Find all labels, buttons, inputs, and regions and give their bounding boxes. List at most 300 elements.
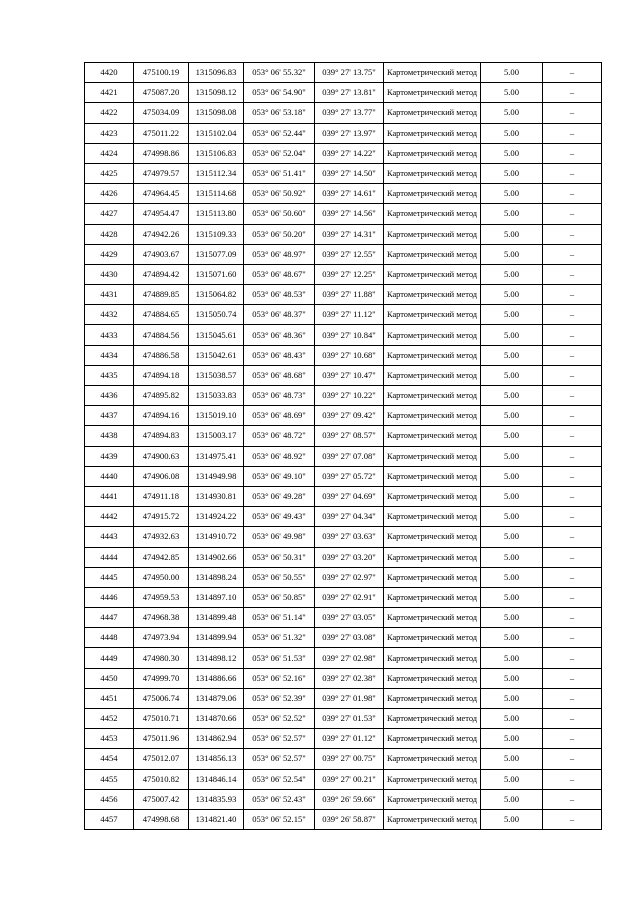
table-row	[85, 365, 602, 385]
cell-coord-x: 474889.85	[134, 285, 189, 305]
cell-latitude: 053° 06' 50.20"	[244, 224, 315, 244]
cell-note: –	[543, 325, 602, 345]
cell-point-number: 4441	[85, 486, 134, 506]
cell-point-number: 4431	[85, 285, 134, 305]
cell-method: Картометрический метод	[384, 204, 481, 224]
cell-note: –	[543, 63, 602, 83]
cell-point-number: 4420	[85, 63, 134, 83]
table-row	[85, 587, 602, 607]
cell-method: Картометрический метод	[384, 163, 481, 183]
cell-latitude: 053° 06' 53.18"	[244, 103, 315, 123]
cell-latitude: 053° 06' 52.52"	[244, 709, 315, 729]
cell-note: –	[543, 769, 602, 789]
cell-point-number: 4436	[85, 386, 134, 406]
cell-method: Картометрический метод	[384, 466, 481, 486]
table-row	[85, 446, 602, 466]
cell-latitude: 053° 06' 50.92"	[244, 184, 315, 204]
cell-latitude: 053° 06' 50.85"	[244, 587, 315, 607]
cell-note: –	[543, 547, 602, 567]
cell-point-number: 4437	[85, 406, 134, 426]
cell-note: –	[543, 446, 602, 466]
table-row	[85, 567, 602, 587]
cell-note: –	[543, 668, 602, 688]
table-row	[85, 345, 602, 365]
cell-method: Картометрический метод	[384, 365, 481, 385]
cell-accuracy: 5.00	[481, 688, 543, 708]
cell-point-number: 4438	[85, 426, 134, 446]
cell-latitude: 053° 06' 54.90"	[244, 83, 315, 103]
cell-point-number: 4425	[85, 163, 134, 183]
cell-coord-y: 1314835.93	[189, 789, 244, 809]
cell-latitude: 053° 06' 49.43"	[244, 507, 315, 527]
table-row	[85, 729, 602, 749]
cell-coord-y: 1315050.74	[189, 305, 244, 325]
cell-accuracy: 5.00	[481, 244, 543, 264]
table-row	[85, 244, 602, 264]
cell-latitude: 053° 06' 52.39"	[244, 688, 315, 708]
cell-longitude: 039° 27' 11.12"	[315, 305, 384, 325]
cell-accuracy: 5.00	[481, 426, 543, 446]
cell-latitude: 053° 06' 49.28"	[244, 486, 315, 506]
cell-coord-y: 1315102.04	[189, 123, 244, 143]
cell-coord-x: 474942.85	[134, 547, 189, 567]
cell-longitude: 039° 27' 10.84"	[315, 325, 384, 345]
cell-note: –	[543, 507, 602, 527]
cell-point-number: 4433	[85, 325, 134, 345]
cell-note: –	[543, 608, 602, 628]
cell-coord-x: 474999.70	[134, 668, 189, 688]
cell-note: –	[543, 426, 602, 446]
cell-coord-y: 1314886.66	[189, 668, 244, 688]
cell-coord-y: 1314821.40	[189, 809, 244, 829]
cell-note: –	[543, 628, 602, 648]
cell-accuracy: 5.00	[481, 628, 543, 648]
cell-coord-y: 1315045.61	[189, 325, 244, 345]
cell-accuracy: 5.00	[481, 143, 543, 163]
cell-coord-y: 1315077.09	[189, 244, 244, 264]
cell-point-number: 4427	[85, 204, 134, 224]
cell-point-number: 4456	[85, 789, 134, 809]
cell-coord-x: 475011.96	[134, 729, 189, 749]
cell-accuracy: 5.00	[481, 527, 543, 547]
cell-longitude: 039° 27' 13.81"	[315, 83, 384, 103]
cell-coord-y: 1315098.08	[189, 103, 244, 123]
cell-point-number: 4428	[85, 224, 134, 244]
cell-coord-y: 1315064.82	[189, 285, 244, 305]
cell-longitude: 039° 27' 02.38"	[315, 668, 384, 688]
cell-method: Картометрический метод	[384, 628, 481, 648]
cell-method: Картометрический метод	[384, 507, 481, 527]
cell-point-number: 4444	[85, 547, 134, 567]
cell-longitude: 039° 27' 01.53"	[315, 709, 384, 729]
table-row	[85, 426, 602, 446]
cell-latitude: 053° 06' 50.31"	[244, 547, 315, 567]
cell-note: –	[543, 184, 602, 204]
cell-point-number: 4430	[85, 264, 134, 284]
cell-longitude: 039° 26' 58.87"	[315, 809, 384, 829]
table-body	[85, 63, 602, 830]
cell-accuracy: 5.00	[481, 486, 543, 506]
cell-accuracy: 5.00	[481, 83, 543, 103]
cell-accuracy: 5.00	[481, 204, 543, 224]
cell-coord-y: 1314899.48	[189, 608, 244, 628]
cell-accuracy: 5.00	[481, 224, 543, 244]
cell-latitude: 053° 06' 48.97"	[244, 244, 315, 264]
cell-method: Картометрический метод	[384, 325, 481, 345]
cell-coord-y: 1315033.83	[189, 386, 244, 406]
cell-note: –	[543, 789, 602, 809]
cell-latitude: 053° 06' 52.16"	[244, 668, 315, 688]
cell-point-number: 4421	[85, 83, 134, 103]
cell-accuracy: 5.00	[481, 648, 543, 668]
cell-accuracy: 5.00	[481, 668, 543, 688]
cell-method: Картометрический метод	[384, 446, 481, 466]
cell-note: –	[543, 466, 602, 486]
table-row	[85, 163, 602, 183]
cell-accuracy: 5.00	[481, 608, 543, 628]
cell-method: Картометрический метод	[384, 608, 481, 628]
cell-longitude: 039° 27' 03.20"	[315, 547, 384, 567]
cell-coord-x: 474968.38	[134, 608, 189, 628]
cell-latitude: 053° 06' 48.72"	[244, 426, 315, 446]
cell-point-number: 4446	[85, 587, 134, 607]
cell-coord-x: 475034.09	[134, 103, 189, 123]
cell-note: –	[543, 345, 602, 365]
table-row	[85, 305, 602, 325]
cell-point-number: 4439	[85, 446, 134, 466]
cell-accuracy: 5.00	[481, 386, 543, 406]
cell-latitude: 053° 06' 48.43"	[244, 345, 315, 365]
cell-latitude: 053° 06' 48.68"	[244, 365, 315, 385]
cell-coord-y: 1315071.60	[189, 264, 244, 284]
cell-method: Картометрический метод	[384, 486, 481, 506]
cell-coord-y: 1315042.61	[189, 345, 244, 365]
cell-longitude: 039° 27' 14.50"	[315, 163, 384, 183]
cell-coord-x: 474911.18	[134, 486, 189, 506]
cell-coord-x: 474980.30	[134, 648, 189, 668]
cell-method: Картометрический метод	[384, 63, 481, 83]
cell-note: –	[543, 567, 602, 587]
cell-coord-x: 475011.22	[134, 123, 189, 143]
cell-coord-x: 474884.56	[134, 325, 189, 345]
cell-latitude: 053° 06' 48.92"	[244, 446, 315, 466]
cell-accuracy: 5.00	[481, 709, 543, 729]
cell-coord-x: 474973.94	[134, 628, 189, 648]
cell-accuracy: 5.00	[481, 184, 543, 204]
cell-coord-y: 1315112.34	[189, 163, 244, 183]
cell-method: Картометрический метод	[384, 547, 481, 567]
cell-note: –	[543, 406, 602, 426]
cell-latitude: 053° 06' 48.73"	[244, 386, 315, 406]
cell-longitude: 039° 27' 03.08"	[315, 628, 384, 648]
cell-accuracy: 5.00	[481, 285, 543, 305]
table-row	[85, 486, 602, 506]
cell-coord-y: 1314870.66	[189, 709, 244, 729]
cell-latitude: 053° 06' 51.32"	[244, 628, 315, 648]
cell-method: Картометрический метод	[384, 244, 481, 264]
cell-coord-x: 475012.07	[134, 749, 189, 769]
cell-note: –	[543, 749, 602, 769]
cell-latitude: 053° 06' 55.32"	[244, 63, 315, 83]
cell-coord-y: 1315106.83	[189, 143, 244, 163]
cell-longitude: 039° 27' 00.75"	[315, 749, 384, 769]
cell-longitude: 039° 27' 12.55"	[315, 244, 384, 264]
cell-note: –	[543, 264, 602, 284]
cell-coord-y: 1314898.12	[189, 648, 244, 668]
cell-note: –	[543, 486, 602, 506]
cell-latitude: 053° 06' 51.14"	[244, 608, 315, 628]
cell-longitude: 039° 27' 02.97"	[315, 567, 384, 587]
cell-coord-x: 474998.68	[134, 809, 189, 829]
cell-accuracy: 5.00	[481, 466, 543, 486]
table-row	[85, 507, 602, 527]
cell-accuracy: 5.00	[481, 123, 543, 143]
cell-method: Картометрический метод	[384, 809, 481, 829]
cell-longitude: 039° 27' 13.97"	[315, 123, 384, 143]
cell-latitude: 053° 06' 49.10"	[244, 466, 315, 486]
cell-point-number: 4442	[85, 507, 134, 527]
cell-latitude: 053° 06' 48.69"	[244, 406, 315, 426]
cell-accuracy: 5.00	[481, 749, 543, 769]
cell-accuracy: 5.00	[481, 587, 543, 607]
cell-note: –	[543, 688, 602, 708]
cell-accuracy: 5.00	[481, 325, 543, 345]
cell-accuracy: 5.00	[481, 446, 543, 466]
coordinates-table	[84, 62, 602, 830]
cell-note: –	[543, 224, 602, 244]
cell-method: Картометрический метод	[384, 345, 481, 365]
cell-longitude: 039° 27' 09.42"	[315, 406, 384, 426]
cell-point-number: 4450	[85, 668, 134, 688]
table-row	[85, 325, 602, 345]
cell-method: Картометрический метод	[384, 709, 481, 729]
cell-longitude: 039° 27' 14.61"	[315, 184, 384, 204]
cell-method: Картометрический метод	[384, 143, 481, 163]
cell-method: Картометрический метод	[384, 769, 481, 789]
cell-longitude: 039° 27' 07.08"	[315, 446, 384, 466]
table-row	[85, 809, 602, 829]
cell-coord-x: 474942.26	[134, 224, 189, 244]
cell-latitude: 053° 06' 52.54"	[244, 769, 315, 789]
cell-accuracy: 5.00	[481, 63, 543, 83]
cell-coord-y: 1315114.68	[189, 184, 244, 204]
cell-coord-x: 474903.67	[134, 244, 189, 264]
cell-point-number: 4449	[85, 648, 134, 668]
cell-point-number: 4440	[85, 466, 134, 486]
cell-coord-y: 1314910.72	[189, 527, 244, 547]
cell-point-number: 4452	[85, 709, 134, 729]
cell-point-number: 4432	[85, 305, 134, 325]
cell-method: Картометрический метод	[384, 224, 481, 244]
cell-latitude: 053° 06' 52.44"	[244, 123, 315, 143]
cell-method: Картометрический метод	[384, 103, 481, 123]
cell-coord-y: 1315096.83	[189, 63, 244, 83]
cell-note: –	[543, 709, 602, 729]
cell-longitude: 039° 27' 14.56"	[315, 204, 384, 224]
cell-coord-x: 475010.82	[134, 769, 189, 789]
cell-coord-x: 474884.65	[134, 305, 189, 325]
cell-note: –	[543, 244, 602, 264]
cell-longitude: 039° 27' 11.88"	[315, 285, 384, 305]
cell-point-number: 4455	[85, 769, 134, 789]
cell-note: –	[543, 587, 602, 607]
cell-accuracy: 5.00	[481, 305, 543, 325]
table-row	[85, 709, 602, 729]
cell-note: –	[543, 729, 602, 749]
table-row	[85, 83, 602, 103]
cell-coord-x: 474998.86	[134, 143, 189, 163]
cell-longitude: 039° 27' 02.91"	[315, 587, 384, 607]
cell-longitude: 039° 27' 10.47"	[315, 365, 384, 385]
cell-accuracy: 5.00	[481, 365, 543, 385]
cell-coord-x: 474906.08	[134, 466, 189, 486]
cell-point-number: 4434	[85, 345, 134, 365]
table-row	[85, 123, 602, 143]
cell-latitude: 053° 06' 48.53"	[244, 285, 315, 305]
cell-note: –	[543, 83, 602, 103]
cell-coord-x: 474886.58	[134, 345, 189, 365]
cell-point-number: 4448	[85, 628, 134, 648]
cell-note: –	[543, 285, 602, 305]
cell-note: –	[543, 143, 602, 163]
table-row	[85, 264, 602, 284]
cell-latitude: 053° 06' 51.53"	[244, 648, 315, 668]
cell-longitude: 039° 27' 04.69"	[315, 486, 384, 506]
table-row	[85, 769, 602, 789]
cell-coord-y: 1315109.33	[189, 224, 244, 244]
cell-point-number: 4435	[85, 365, 134, 385]
cell-coord-y: 1314899.94	[189, 628, 244, 648]
cell-coord-x: 474964.45	[134, 184, 189, 204]
cell-coord-x: 474900.63	[134, 446, 189, 466]
cell-method: Картометрический метод	[384, 789, 481, 809]
cell-latitude: 053° 06' 52.15"	[244, 809, 315, 829]
cell-method: Картометрический метод	[384, 123, 481, 143]
cell-point-number: 4426	[85, 184, 134, 204]
cell-accuracy: 5.00	[481, 103, 543, 123]
cell-longitude: 039° 27' 03.05"	[315, 608, 384, 628]
cell-note: –	[543, 103, 602, 123]
table-row	[85, 688, 602, 708]
cell-latitude: 053° 06' 52.43"	[244, 789, 315, 809]
cell-latitude: 053° 06' 48.67"	[244, 264, 315, 284]
cell-point-number: 4454	[85, 749, 134, 769]
cell-coord-y: 1314879.06	[189, 688, 244, 708]
cell-method: Картометрический метод	[384, 668, 481, 688]
cell-coord-y: 1315019.10	[189, 406, 244, 426]
cell-coord-y: 1314902.66	[189, 547, 244, 567]
cell-longitude: 039° 27' 04.34"	[315, 507, 384, 527]
cell-accuracy: 5.00	[481, 567, 543, 587]
cell-method: Картометрический метод	[384, 285, 481, 305]
table-row	[85, 628, 602, 648]
cell-coord-x: 475087.20	[134, 83, 189, 103]
cell-coord-x: 475006.74	[134, 688, 189, 708]
table-row	[85, 204, 602, 224]
cell-longitude: 039° 27' 01.12"	[315, 729, 384, 749]
cell-accuracy: 5.00	[481, 507, 543, 527]
cell-coord-y: 1315003.17	[189, 426, 244, 446]
cell-coord-x: 474894.18	[134, 365, 189, 385]
table-row	[85, 608, 602, 628]
cell-latitude: 053° 06' 52.57"	[244, 729, 315, 749]
cell-longitude: 039° 27' 10.22"	[315, 386, 384, 406]
cell-point-number: 4457	[85, 809, 134, 829]
cell-longitude: 039° 27' 14.22"	[315, 143, 384, 163]
cell-latitude: 053° 06' 52.57"	[244, 749, 315, 769]
cell-method: Картометрический метод	[384, 264, 481, 284]
cell-coord-y: 1314898.24	[189, 567, 244, 587]
cell-latitude: 053° 06' 51.41"	[244, 163, 315, 183]
table-row	[85, 184, 602, 204]
cell-accuracy: 5.00	[481, 547, 543, 567]
cell-accuracy: 5.00	[481, 163, 543, 183]
cell-note: –	[543, 386, 602, 406]
cell-method: Картометрический метод	[384, 426, 481, 446]
cell-point-number: 4422	[85, 103, 134, 123]
cell-coord-x: 474894.83	[134, 426, 189, 446]
cell-method: Картометрический метод	[384, 386, 481, 406]
cell-longitude: 039° 27' 13.77"	[315, 103, 384, 123]
table-row	[85, 406, 602, 426]
cell-note: –	[543, 809, 602, 829]
table-row	[85, 527, 602, 547]
cell-longitude: 039° 27' 01.98"	[315, 688, 384, 708]
cell-method: Картометрический метод	[384, 729, 481, 749]
cell-accuracy: 5.00	[481, 789, 543, 809]
cell-latitude: 053° 06' 50.60"	[244, 204, 315, 224]
cell-method: Картометрический метод	[384, 749, 481, 769]
cell-coord-y: 1314930.81	[189, 486, 244, 506]
cell-coord-x: 474959.53	[134, 587, 189, 607]
cell-longitude: 039° 27' 13.75"	[315, 63, 384, 83]
table-row	[85, 143, 602, 163]
cell-coord-y: 1315113.80	[189, 204, 244, 224]
cell-coord-y: 1315098.12	[189, 83, 244, 103]
cell-coord-x: 475007.42	[134, 789, 189, 809]
cell-latitude: 053° 06' 48.37"	[244, 305, 315, 325]
cell-note: –	[543, 163, 602, 183]
cell-point-number: 4424	[85, 143, 134, 163]
cell-coord-x: 474895.82	[134, 386, 189, 406]
cell-coord-y: 1314862.94	[189, 729, 244, 749]
cell-latitude: 053° 06' 49.98"	[244, 527, 315, 547]
cell-coord-x: 474979.57	[134, 163, 189, 183]
cell-coord-y: 1315038.57	[189, 365, 244, 385]
cell-point-number: 4451	[85, 688, 134, 708]
table-row	[85, 789, 602, 809]
cell-point-number: 4453	[85, 729, 134, 749]
cell-method: Картометрический метод	[384, 567, 481, 587]
table-row	[85, 547, 602, 567]
cell-method: Картометрический метод	[384, 406, 481, 426]
cell-note: –	[543, 305, 602, 325]
cell-method: Картометрический метод	[384, 83, 481, 103]
table-row	[85, 285, 602, 305]
table-row	[85, 103, 602, 123]
cell-method: Картометрический метод	[384, 305, 481, 325]
cell-coord-y: 1314897.10	[189, 587, 244, 607]
cell-point-number: 4443	[85, 527, 134, 547]
cell-longitude: 039° 27' 14.31"	[315, 224, 384, 244]
cell-longitude: 039° 27' 08.57"	[315, 426, 384, 446]
cell-coord-x: 474954.47	[134, 204, 189, 224]
cell-accuracy: 5.00	[481, 264, 543, 284]
cell-accuracy: 5.00	[481, 345, 543, 365]
cell-note: –	[543, 527, 602, 547]
cell-longitude: 039° 27' 00.21"	[315, 769, 384, 789]
cell-coord-y: 1314949.98	[189, 466, 244, 486]
